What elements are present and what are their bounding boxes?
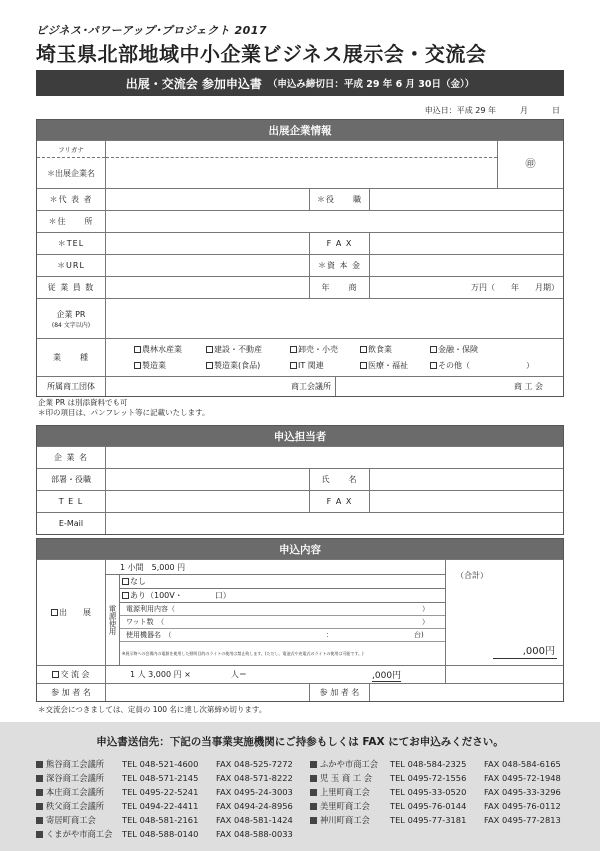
- note-line: 企業 PR は別添資料でも可: [38, 398, 128, 407]
- exchange-label-cell[interactable]: [37, 666, 105, 683]
- square-icon: [36, 775, 43, 782]
- booth-price: 1 小間 5,000 円: [120, 562, 186, 572]
- participants-label-2: 参 加 者 名: [309, 684, 369, 701]
- industry-option[interactable]: 農林水産業: [134, 344, 206, 355]
- checkbox-icon[interactable]: [290, 346, 297, 353]
- form-title: 出展・交流会 参加申込書: [125, 76, 262, 91]
- pr-labels: [37, 299, 105, 338]
- tel-field[interactable]: [105, 233, 309, 254]
- square-icon: [36, 817, 43, 824]
- seal-box[interactable]: ㊞: [497, 141, 563, 188]
- industry-option[interactable]: 卸売・小売: [290, 344, 360, 355]
- office-row: 秩父商工会議所 TEL 0494-22-4411 FAX 0494-24-8956: [36, 800, 293, 812]
- power-block: [106, 574, 445, 665]
- contact-name-label: 氏 名: [309, 469, 369, 490]
- chamber-field-1[interactable]: 商工会議所: [105, 377, 335, 396]
- dept-field[interactable]: [105, 469, 309, 490]
- address-label: ＊住 所: [48, 217, 94, 226]
- furigana-label: フリガナ: [58, 145, 84, 154]
- office-row: 児 玉 商 工 会 TEL 0495-72-1556 FAX 0495-72-1948: [310, 772, 561, 784]
- contact-tel-row: [37, 490, 563, 512]
- employees-label: 従 業 員 数: [47, 283, 95, 292]
- participants-row: [37, 683, 563, 701]
- company-name-field[interactable]: [106, 157, 497, 188]
- page-title: 埼玉県北部地域中小企業ビジネス展示会・交流会: [36, 42, 487, 66]
- industry-option[interactable]: IT 関連: [290, 360, 360, 371]
- position-field[interactable]: [369, 189, 563, 210]
- industry-label: 業 種: [53, 353, 89, 362]
- sales-label: 年 商: [309, 277, 369, 298]
- office-row: 深谷商工会議所 TEL 048-571-2145 FAX 048-571-8222: [36, 772, 293, 784]
- exchange-calc-cell[interactable]: [105, 666, 445, 683]
- exchange-amount: ,000円: [372, 668, 401, 682]
- total-cell: [445, 560, 563, 665]
- industry-line-2: [134, 360, 534, 371]
- exchange-calc: 1 人 3,000 円 × 人＝: [130, 670, 247, 679]
- industry-option[interactable]: 製造業(食品): [206, 360, 290, 371]
- industry-line-1: [134, 344, 478, 355]
- industry-row: [37, 338, 563, 376]
- square-icon: [36, 831, 43, 838]
- project-name: ビジネス･パワーアップ･プロジェクト 2017: [36, 24, 268, 37]
- employees-field[interactable]: [105, 277, 309, 298]
- email-field[interactable]: [105, 513, 563, 534]
- footer-heading: 申込書送信先：下記の当事業実施機関にご持参もしくは FAX にてお申込みください。: [96, 736, 504, 748]
- capital-label: ＊資 本 金: [309, 255, 369, 276]
- checkbox-icon[interactable]: [360, 346, 367, 353]
- square-icon: [36, 803, 43, 810]
- pr-label: 企業 PR: [56, 309, 86, 319]
- participant-field-1[interactable]: [105, 684, 309, 701]
- checkbox-icon[interactable]: [122, 592, 129, 599]
- position-label: ＊役 職: [309, 189, 369, 210]
- checkbox-icon[interactable]: [290, 362, 297, 369]
- power-lines: [120, 575, 445, 665]
- office-row: 神川町商工会 TEL 0495-77-3181 FAX 0495-77-2813: [310, 814, 561, 826]
- industry-option[interactable]: 金融・保険: [430, 344, 478, 355]
- checkbox-icon[interactable]: [360, 362, 367, 369]
- office-row: 美里町商工会 TEL 0495-76-0144 FAX 0495-76-0112: [310, 800, 561, 812]
- section-heading: 申込担当者: [37, 426, 563, 446]
- contact-tel-label: T E L: [58, 497, 84, 506]
- fax-field[interactable]: [369, 233, 563, 254]
- exchange-row: [37, 665, 563, 683]
- office-row: 上里町商工会 TEL 0495-33-0520 FAX 0495-33-3296: [310, 786, 561, 798]
- checkbox-icon[interactable]: [430, 362, 437, 369]
- company-info-section: [36, 119, 564, 397]
- deadline: （申込み締切日：平成 29 年 6 月 30日（金））: [267, 79, 475, 90]
- form-title-bar: [36, 70, 564, 96]
- section-heading: 出展企業情報: [37, 120, 563, 140]
- representative-label: ＊代 表 者: [49, 195, 93, 204]
- contact-tel-field[interactable]: [105, 491, 309, 512]
- power-label: 電源使用: [106, 575, 120, 665]
- industry-option[interactable]: 製造業: [134, 360, 206, 371]
- pr-row: [37, 298, 563, 338]
- square-icon: [36, 761, 43, 768]
- contact-fax-label: F A X: [309, 491, 369, 512]
- square-icon: [310, 803, 317, 810]
- notes-exchange: ＊交流会につきましては、定員の 100 名に達し次第締め切ります。: [38, 705, 267, 714]
- company-name-row: [37, 140, 563, 188]
- chamber-label: 所属商工団体: [47, 382, 95, 391]
- address-field[interactable]: [105, 211, 563, 232]
- power-content[interactable]: 電源利用内容（ ）: [120, 603, 445, 616]
- total-amount[interactable]: ,000円: [493, 642, 557, 659]
- office-row: 本庄商工会議所 TEL 0495-22-5241 FAX 0495-24-3003: [36, 786, 293, 798]
- contact-name-field[interactable]: [369, 469, 563, 490]
- power-yes[interactable]: あり（100V・ 口）: [120, 589, 445, 603]
- email-label: E-Mail: [58, 519, 84, 528]
- wattage[interactable]: ワット数 （ ）: [120, 616, 445, 629]
- employees-row: [37, 276, 563, 298]
- sales-field[interactable]: 万円（ 年 月期）: [369, 277, 563, 298]
- square-icon: [310, 775, 317, 782]
- square-icon: [310, 817, 317, 824]
- furigana-field[interactable]: [106, 141, 497, 157]
- url-row: [37, 254, 563, 276]
- representative-row: [37, 188, 563, 210]
- exchange-blank: [445, 666, 563, 683]
- participants-label: 参 加 者 名: [51, 688, 91, 697]
- chamber-row: [37, 376, 563, 396]
- exchange-label: 交 流 会: [60, 670, 90, 679]
- exhibit-row: [37, 559, 563, 665]
- company-name-label: ＊出展企業名: [37, 157, 105, 188]
- participant-field-2[interactable]: [369, 684, 563, 701]
- office-row: 熊谷商工会議所 TEL 048-521-4600 FAX 048-525-7272: [36, 758, 293, 770]
- device[interactable]: 使用機器名 （ ： 台): [120, 629, 445, 642]
- industry-option[interactable]: 医療・福祉: [360, 360, 430, 371]
- exhibit-options: [105, 560, 445, 665]
- chamber-field-2[interactable]: 商 工 会: [335, 377, 563, 396]
- exhibit-label: 出 展: [59, 608, 91, 617]
- total-label: （合計）: [456, 571, 488, 580]
- name-labels: [37, 141, 105, 188]
- checkbox-icon[interactable]: [134, 346, 141, 353]
- industry-option[interactable]: その他（ ）: [430, 360, 534, 371]
- checkbox-icon[interactable]: [206, 362, 213, 369]
- exhibit-label-cell[interactable]: [37, 560, 105, 665]
- tel-label: ＊TEL: [57, 239, 85, 248]
- office-row: 寄居町商工会 TEL 048-581-2161 FAX 048-581-1424: [36, 814, 293, 826]
- contact-company-label: 企 業 名: [53, 453, 89, 462]
- application-date[interactable]: 申込日：平成 29 年 月 日: [424, 106, 560, 115]
- checkbox-icon[interactable]: [134, 362, 141, 369]
- dept-label: 部署・役職: [51, 475, 91, 484]
- power-note: ※展示物への会場内の電源を使用した照明目的のライトの使用は禁止致します。(ただし、電池式や充電式のライトの使用は可能です。): [122, 650, 364, 656]
- section-heading: 申込内容: [37, 539, 563, 559]
- square-icon: [310, 761, 317, 768]
- notes-company: [38, 398, 210, 418]
- contact-email-row: [37, 512, 563, 534]
- fax-label: F A X: [309, 233, 369, 254]
- power-none[interactable]: なし: [120, 575, 445, 589]
- industry-option[interactable]: 飲食業: [360, 344, 430, 355]
- office-row: ふかや市商工会 TEL 048-584-2325 FAX 048-584-6165: [310, 758, 561, 770]
- contact-company-row: [37, 446, 563, 468]
- contact-dept-row: [37, 468, 563, 490]
- industry-options: [105, 339, 563, 376]
- industry-option[interactable]: 建設・不動産: [206, 344, 290, 355]
- tel-row: [37, 232, 563, 254]
- checkbox-icon[interactable]: [206, 346, 213, 353]
- url-field[interactable]: [105, 255, 309, 276]
- representative-field[interactable]: [105, 189, 309, 210]
- note-line: ＊印の項目は、パンフレット等に記載いたします。: [38, 408, 210, 417]
- checkbox-icon[interactable]: [51, 609, 58, 616]
- checkbox-icon[interactable]: [122, 578, 129, 585]
- square-icon: [310, 789, 317, 796]
- contact-section: [36, 425, 564, 535]
- capital-field[interactable]: [369, 255, 563, 276]
- contact-company-field[interactable]: [105, 447, 563, 468]
- pr-note: (84 文字以内): [51, 321, 91, 329]
- footer-contacts: [0, 722, 600, 851]
- details-section: [36, 538, 564, 702]
- square-icon: [36, 789, 43, 796]
- checkbox-icon[interactable]: [430, 346, 437, 353]
- checkbox-icon[interactable]: [52, 671, 59, 678]
- contact-fax-field[interactable]: [369, 491, 563, 512]
- address-row: [37, 210, 563, 232]
- pr-field[interactable]: [105, 299, 563, 338]
- name-fields: [105, 141, 497, 188]
- url-label: ＊URL: [57, 261, 85, 270]
- office-row: くまがや市商工会 TEL 048-588-0140 FAX 048-588-0033: [36, 828, 293, 840]
